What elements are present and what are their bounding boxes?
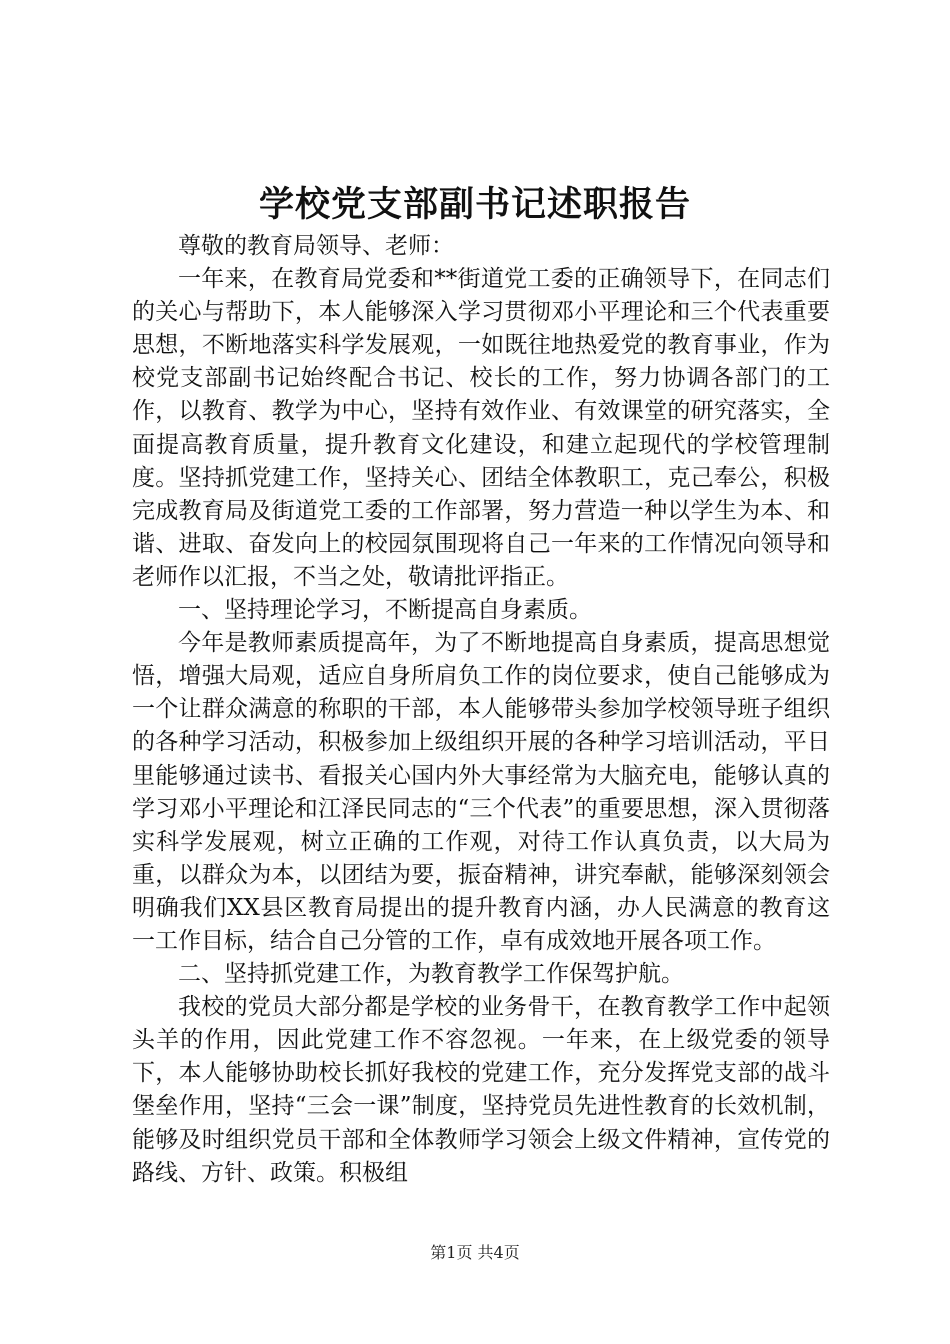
section-1-paragraph: 今年是教师素质提高年，为了不断地提高自身素质，提高思想觉悟，增强大局观，适应自身所肩负工作的岗位要求，使自己能够成为一个让群众满意的称职的干部，本人能够带头参加学校领导班子组织的各种学习活动，积极参加上级组织开展的各种学习培训活动，平日里能够通过读书、看报关心国内外大事经常为大脑充电，能够认真的学习邓小平理论和江泽民同志的“三个代表”的重要思想，深入贯彻落实科学发展观，树立正确的工作观，对待工作认真负责，以大局为重，以群众为本，以团结为要，振奋精神，讲究奉献，能够深刻领会明确我们XX县区教育局提出的提升教育内涵，办人民满意的教育这一工作目标，结合自己分管的工作，卓有成效地开展各项工作。 [132,630,830,954]
section-heading-1: 一、坚持理论学习，不断提高自身素质。 [178,597,592,624]
intro-paragraph: 一年来，在教育局党委和**街道党工委的正确领导下，在同志们的关心与帮助下，本人能够深入学习贯彻邓小平理论和三个代表重要思想，不断地落实科学发展观，一如既往地热爱党的教育事业，作为校党支部副书记始终配合书记、校长的工作，努力协调各部门的工作，以教育、教学为中心，坚持有效作业、有效课堂的研究落实，全面提高教育质量，提升教育文化建设，和建立起现代的学校管理制度。坚持抓党建工作，坚持关心、团结全体教职工，克己奉公，积极完成教育局及街道党工委的工作部署，努力营造一种以学生为本、和谐、进取、奋发向上的校园氛围现将自己一年来的工作情况向领导和老师作以汇报，不当之处，敬请批评指正。 [132,266,830,590]
section-heading-2: 二、坚持抓党建工作，为教育教学工作保驾护航。 [178,961,684,988]
document-title: 学校党支部副书记述职报告 [258,184,691,225]
document-body [132,230,830,1190]
salutation-paragraph: 尊敬的教育局领导、老师： [178,233,454,259]
page-footer: 第1页 共4页 [430,1243,520,1262]
section-2-paragraph: 我校的党员大部分都是学校的业务骨干，在教育教学工作中起领头羊的作用，因此党建工作不容忽视。一年来，在上级党委的领导下，本人能够协助校长抓好我校的党建工作，充分发挥党支部的战斗堡垒作用，坚持“三会一课”制度，坚持党员先进性教育的长效机制，能够及时组织党员干部和全体教师学习领会上级文件精神，宣传党的路线、方针、政策。积极组 [132,994,830,1186]
